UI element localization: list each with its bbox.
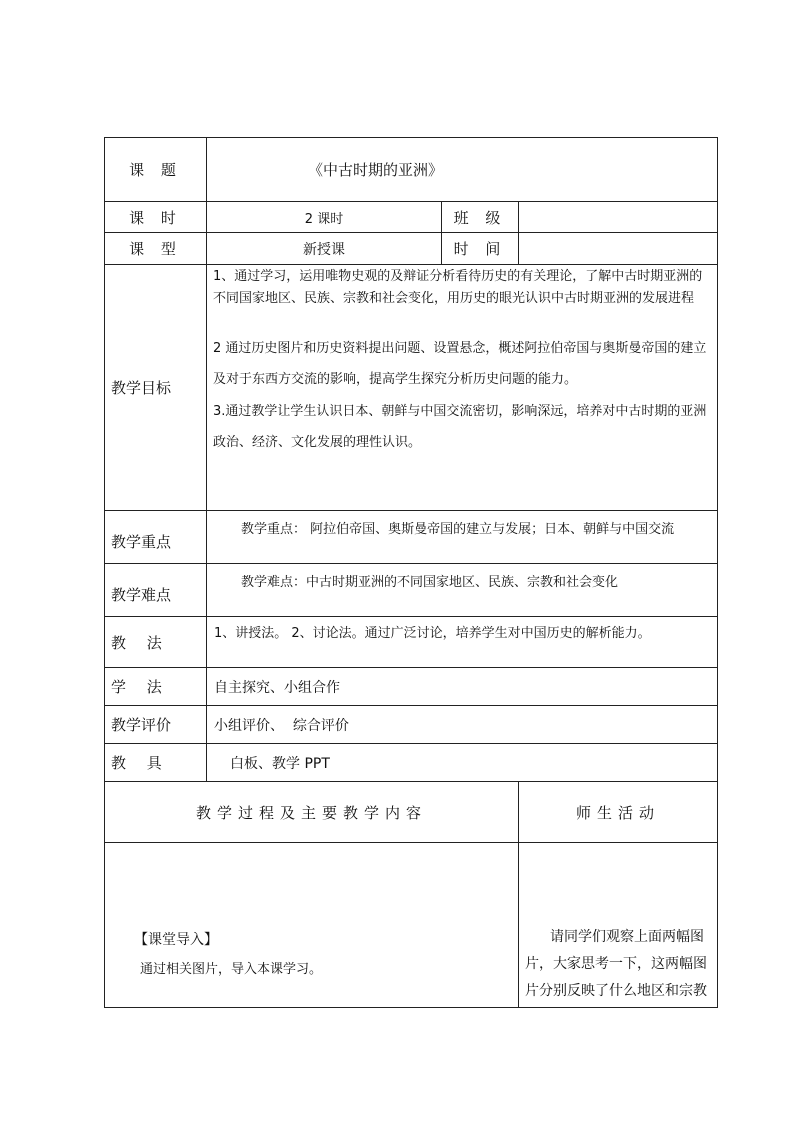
evaluation-label: 教学评价 bbox=[111, 716, 172, 734]
objectives-label: 教学目标 bbox=[111, 379, 172, 397]
evaluation-value: 小组评价、 综合评价 bbox=[214, 717, 349, 734]
type-value: 新授课 bbox=[303, 241, 345, 258]
objective-item-3: 3.通过教学让学生认识日本、朝鲜与中国交流密切，影响深远，培养对中古时期的亚洲政治、经济、文化发展的理性认识。 bbox=[213, 404, 707, 450]
difficulties-label: 教学难点 bbox=[111, 585, 172, 604]
objective-item-1: 1、通过学习，运用唯物史观的及辩证分析看待历史的有关理论，了解中古时期亚洲的不同国家地区、民族、宗教和社会变化，用历史的眼光认识中古时期亚洲的发展进程 bbox=[213, 269, 703, 306]
hours-label: 课 时 bbox=[129, 208, 182, 227]
class-label: 班 级 bbox=[453, 208, 507, 227]
topic-value: 《中古时期的亚洲》 bbox=[308, 161, 444, 179]
tools-value: 白板、教学 PPT bbox=[230, 755, 330, 772]
tools-label: 教 具 bbox=[111, 754, 170, 772]
time-label: 时 间 bbox=[453, 240, 507, 258]
learning-method-label: 学 法 bbox=[111, 678, 170, 696]
activity-line-1: 请同学们观察上面两幅图 bbox=[550, 929, 704, 945]
learning-method-value: 自主探究、小组合作 bbox=[214, 679, 340, 696]
difficulties-value: 教学难点：中古时期亚洲的不同国家地区、民族、宗教和社会变化 bbox=[241, 575, 619, 590]
process-header-left: 教学过程及主要教学内容 bbox=[195, 803, 427, 822]
type-label: 课 型 bbox=[129, 240, 182, 258]
hours-value: 2 课时 bbox=[304, 211, 344, 227]
key-points-label: 教学重点 bbox=[111, 532, 172, 551]
class-value[interactable] bbox=[519, 202, 717, 232]
key-points-value: 教学重点： 阿拉伯帝国、奥斯曼帝国的建立与发展；日本、朝鲜与中国交流 bbox=[241, 522, 675, 537]
topic-label: 课 题 bbox=[129, 161, 182, 179]
teaching-method-label: 教 法 bbox=[111, 633, 170, 652]
activity-line-2: 片，大家思考一下，这两幅图 bbox=[525, 956, 707, 972]
teaching-method-value: 1、讲授法。 2、讨论法。通过广泛讨论，培养学生对中国历史的解析能力。 bbox=[214, 626, 651, 641]
intro-text: 通过相关图片，导入本课学习。 bbox=[140, 962, 323, 977]
process-header-right: 师生活动 bbox=[575, 803, 660, 822]
activity-line-3: 片分别反映了什么地区和宗教 bbox=[525, 983, 707, 999]
objective-item-2: 2 通过历史图片和历史资料提出问题、设置悬念，概述阿拉伯帝国与奥斯曼帝国的建立及对于东西方交流的影响，提高学生探究分析历史问题的能力。 bbox=[213, 341, 707, 387]
intro-title: 【课堂导入】 bbox=[134, 932, 218, 948]
time-value[interactable] bbox=[519, 233, 717, 264]
